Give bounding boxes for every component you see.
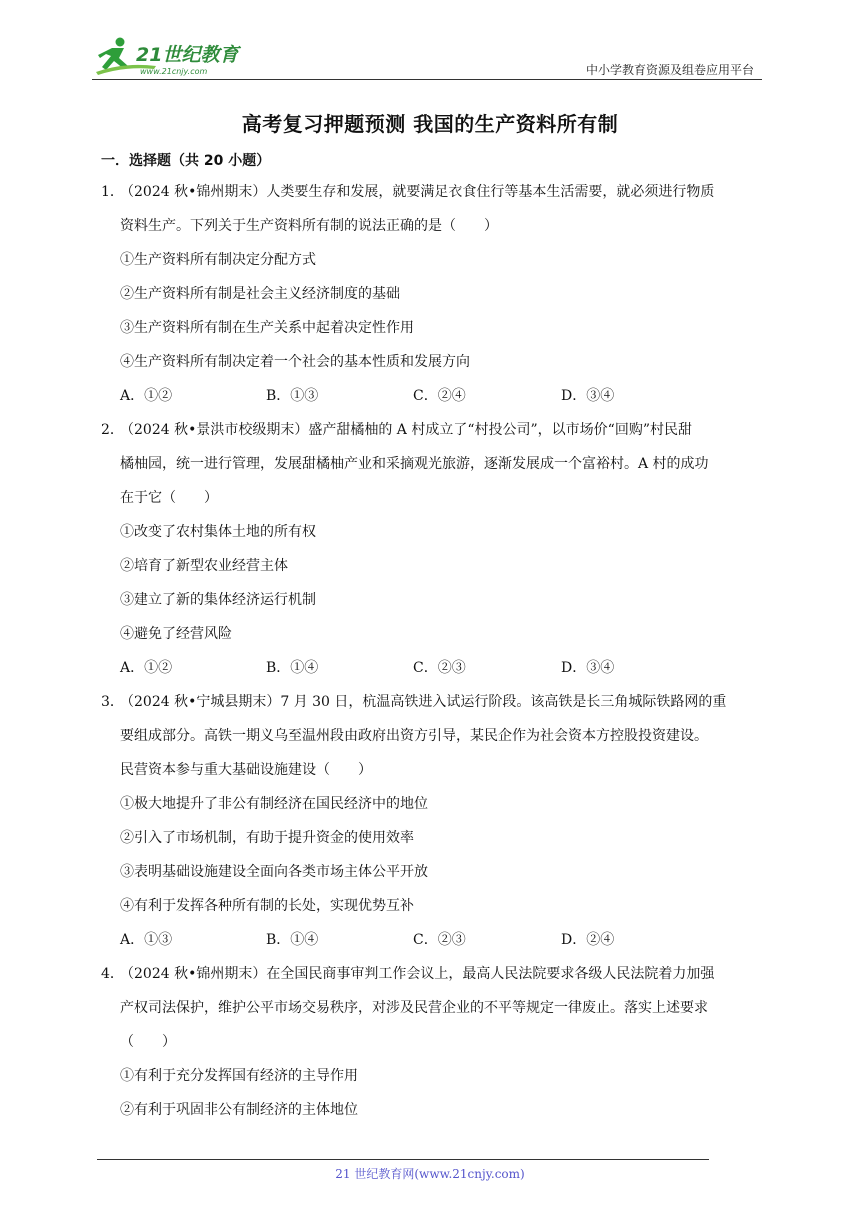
statement-item: ②引入了市场机制，有助于提升资金的使用效率 [120,830,414,846]
question-stem-line: （2024 秋•景洪市校级期末）盛产甜橘柚的 A 村成立了“村投公司”，以市场价“回购”村民甜 [120,422,692,438]
option-c[interactable]: C．②④ [413,388,466,404]
statement-item: ②培育了新型农业经营主体 [120,558,288,574]
statement-item: ②生产资料所有制是社会主义经济制度的基础 [120,286,400,302]
option-b[interactable]: B．①④ [266,660,319,676]
page-header [0,0,860,82]
platform-label: 中小学教育资源及组卷应用平台 [585,63,754,77]
statement-item: ①有利于充分发挥国有经济的主导作用 [120,1068,358,1084]
header-divider [92,79,762,80]
option-a[interactable]: A．①② [120,660,173,676]
statement-item: ①生产资料所有制决定分配方式 [120,252,316,268]
statement-item: ③表明基础设施建设全面向各类市场主体公平开放 [120,864,428,880]
svg-text:www.21cnjy.com: www.21cnjy.com [140,67,208,76]
question-number: 2． [101,422,124,438]
statement-item: ③建立了新的集体经济运行机制 [120,592,316,608]
section-heading: 一．选择题（共 20 小题） [101,153,271,169]
svg-text:21世纪教育: 21世纪教育 [136,44,239,66]
question-stem-line: （2024 秋•锦州期末）人类要生存和发展，就要满足衣食住行等基本生活需要，就必须进行物质 [120,184,715,200]
option-c[interactable]: C．②③ [413,660,466,676]
option-c[interactable]: C．②③ [413,932,466,948]
question-stem-line: 在于它（ ） [120,490,218,506]
question-stem-line: （ ） [120,1034,176,1050]
statement-item: ①改变了农村集体土地的所有权 [120,524,316,540]
question-number: 1． [101,184,124,200]
option-d[interactable]: D．③④ [561,660,615,676]
question-stem-line: 产权司法保护，维护公平市场交易秩序，对涉及民营企业的不平等规定一律废止。落实上述要求 [120,1000,708,1016]
footer-link[interactable]: 21 世纪教育网(www.21cnjy.com) [335,1167,525,1181]
footer-divider [97,1159,709,1160]
question-stem-line: 民营资本参与重大基础设施建设（ ） [120,762,372,778]
statement-item: ④有利于发挥各种所有制的长处，实现优势互补 [120,898,414,914]
statement-item: ②有利于巩固非公有制经济的主体地位 [120,1102,358,1118]
statement-item: ④避免了经营风险 [120,626,232,642]
statement-item: ③生产资料所有制在生产关系中起着决定性作用 [120,320,414,336]
option-b[interactable]: B．①④ [266,932,319,948]
option-d[interactable]: D．②④ [561,932,615,948]
question-stem-line: 资料生产。下列关于生产资料所有制的说法正确的是（ ） [120,218,498,234]
question-number: 4． [101,966,124,982]
question-stem-line: （2024 秋•锦州期末）在全国民商事审判工作会议上，最高人民法院要求各级人民法院着力加强 [120,966,715,982]
option-a[interactable]: A．①② [120,388,173,404]
logo-21cnjy [94,36,264,78]
option-d[interactable]: D．③④ [561,388,615,404]
statement-item: ①极大地提升了非公有制经济在国民经济中的地位 [120,796,428,812]
option-b[interactable]: B．①③ [266,388,319,404]
question-stem-line: 要组成部分。高铁一期义乌至温州段由政府出资方引导，某民企作为社会资本方控股投资建设。 [120,728,708,744]
question-stem-line: 橘柚园，统一进行管理，发展甜橘柚产业和采摘观光旅游，逐渐发展成一个富裕村。A 村的成功 [120,456,709,472]
question-number: 3． [101,694,124,710]
option-a[interactable]: A．①③ [120,932,173,948]
statement-item: ④生产资料所有制决定着一个社会的基本性质和发展方向 [120,354,470,370]
document-title: 高考复习押题预测 我国的生产资料所有制 [241,112,619,136]
question-stem-line: （2024 秋•宁城县期末）7 月 30 日，杭温高铁进入试运行阶段。该高铁是长三角城际铁路网的重 [120,694,727,710]
